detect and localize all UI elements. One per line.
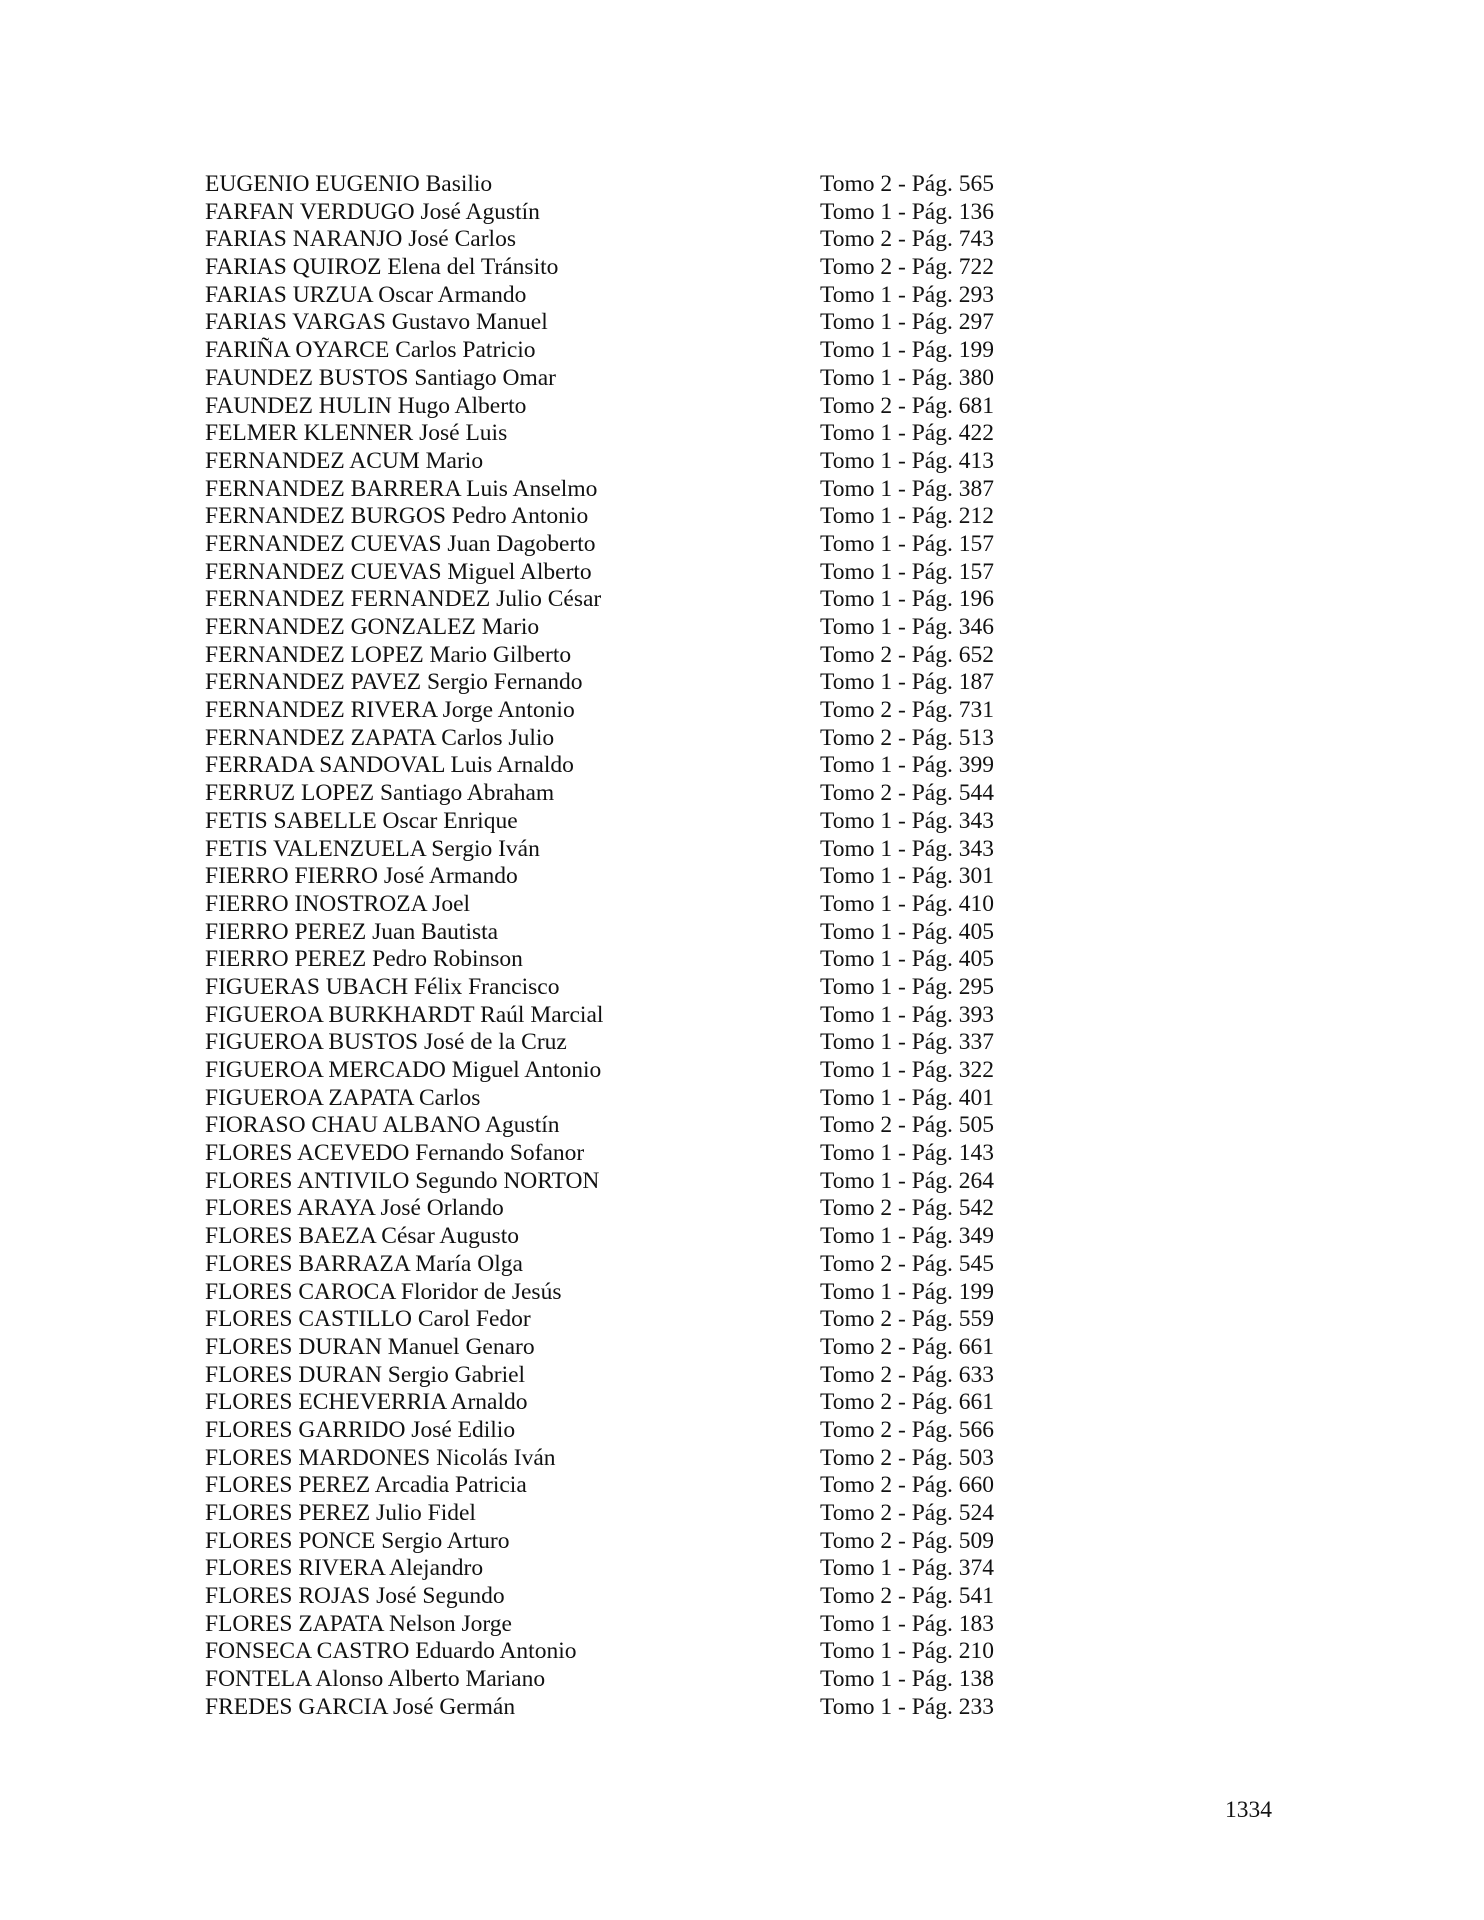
index-entry (205, 669, 1045, 697)
entry-volume-page-ref: Tomo 1 - Pág. 183 (820, 1610, 994, 1637)
entry-volume-page-ref: Tomo 1 - Pág. 343 (820, 835, 994, 862)
index-entry (205, 531, 1045, 559)
entry-name: FONTELA Alonso Alberto Mariano (205, 1666, 546, 1693)
entry-volume-page-ref: Tomo 1 - Pág. 297 (820, 309, 994, 336)
index-entry (205, 1583, 1045, 1611)
index-entry (205, 1112, 1045, 1140)
entry-volume-page-ref: Tomo 1 - Pág. 301 (820, 863, 994, 890)
index-entry (205, 1029, 1045, 1057)
entry-name: FLORES ROJAS José Segundo (205, 1583, 505, 1610)
index-entry (205, 1223, 1045, 1251)
entry-volume-page-ref: Tomo 2 - Pág. 509 (820, 1527, 994, 1554)
index-entry (205, 1168, 1045, 1196)
entry-name: FLORES DURAN Sergio Gabriel (205, 1361, 526, 1388)
entry-volume-page-ref: Tomo 1 - Pág. 295 (820, 973, 994, 1000)
entry-name: FERNANDEZ BARRERA Luis Anselmo (205, 475, 598, 502)
entry-volume-page-ref: Tomo 2 - Pág. 681 (820, 392, 994, 419)
entry-name: FERNANDEZ ACUM Mario (205, 447, 484, 474)
index-entry (205, 1002, 1045, 1030)
entry-name: FIGUERAS UBACH Félix Francisco (205, 973, 560, 1000)
entry-name: FLORES ACEVEDO Fernando Sofanor (205, 1140, 585, 1167)
index-entry (205, 1666, 1045, 1694)
index-entry (205, 614, 1045, 642)
entry-volume-page-ref: Tomo 2 - Pág. 559 (820, 1306, 994, 1333)
entry-volume-page-ref: Tomo 1 - Pág. 422 (820, 420, 994, 447)
entry-name: FREDES GARCIA José Germán (205, 1693, 516, 1720)
index-entry (205, 1251, 1045, 1279)
entry-name: FLORES GARRIDO José Edilio (205, 1416, 516, 1443)
name-index-list (205, 171, 1045, 1722)
index-entry (205, 836, 1045, 864)
entry-name: FERNANDEZ GONZALEZ Mario (205, 614, 540, 640)
entry-name: FLORES CASTILLO Carol Fedor (205, 1306, 531, 1333)
entry-name: FARIAS NARANJO José Carlos (205, 226, 516, 253)
index-entry (205, 365, 1045, 393)
index-entry (205, 171, 1045, 199)
index-entry (205, 1389, 1045, 1417)
entry-name: FERNANDEZ LOPEZ Mario Gilberto (205, 641, 572, 668)
entry-volume-page-ref: Tomo 1 - Pág. 413 (820, 447, 994, 474)
entry-name: FLORES ANTIVILO Segundo NORTON (205, 1167, 600, 1194)
entry-name: FIERRO PEREZ Juan Bautista (205, 918, 499, 945)
entry-volume-page-ref: Tomo 1 - Pág. 399 (820, 752, 994, 779)
entry-volume-page-ref: Tomo 2 - Pág. 541 (820, 1583, 994, 1610)
entry-volume-page-ref: Tomo 2 - Pág. 661 (820, 1389, 994, 1416)
index-entry (205, 1195, 1045, 1223)
entry-volume-page-ref: Tomo 1 - Pág. 405 (820, 918, 994, 945)
index-entry (205, 1362, 1045, 1390)
entry-name: FLORES BAEZA César Augusto (205, 1223, 520, 1250)
index-entry (205, 1500, 1045, 1528)
entry-name: FIGUEROA BUSTOS José de la Cruz (205, 1029, 567, 1056)
entry-name: FIORASO CHAU ALBANO Agustín (205, 1112, 560, 1139)
index-entry (205, 780, 1045, 808)
entry-name: FERNANDEZ BURGOS Pedro Antonio (205, 503, 589, 530)
entry-volume-page-ref: Tomo 2 - Pág. 544 (820, 780, 994, 807)
entry-name: FIERRO FIERRO José Armando (205, 863, 518, 890)
index-entry (205, 226, 1045, 254)
entry-volume-page-ref: Tomo 2 - Pág. 545 (820, 1250, 994, 1277)
index-entry (205, 282, 1045, 310)
entry-name: FERRADA SANDOVAL Luis Arnaldo (205, 752, 574, 779)
entry-name: FIGUEROA ZAPATA Carlos (205, 1084, 481, 1111)
entry-name: FERNANDEZ PAVEZ Sergio Fernando (205, 669, 583, 696)
index-entry (205, 697, 1045, 725)
entry-volume-page-ref: Tomo 2 - Pág. 566 (820, 1416, 994, 1443)
index-entry (205, 393, 1045, 421)
entry-name: FARIAS URZUA Oscar Armando (205, 281, 527, 308)
index-entry (205, 476, 1045, 504)
index-entry (205, 1306, 1045, 1334)
index-entry (205, 919, 1045, 947)
entry-name: FLORES ECHEVERRIA Arnaldo (205, 1389, 528, 1416)
entry-name: FETIS SABELLE Oscar Enrique (205, 807, 518, 834)
entry-volume-page-ref: Tomo 1 - Pág. 187 (820, 669, 994, 696)
entry-name: FARIAS VARGAS Gustavo Manuel (205, 309, 548, 336)
entry-name: FERRUZ LOPEZ Santiago Abraham (205, 780, 555, 807)
entry-volume-page-ref: Tomo 2 - Pág. 731 (820, 697, 994, 724)
index-entry (205, 1057, 1045, 1085)
entry-name: FIGUEROA BURKHARDT Raúl Marcial (205, 1001, 604, 1028)
entry-volume-page-ref: Tomo 1 - Pág. 374 (820, 1555, 994, 1582)
entry-volume-page-ref: Tomo 2 - Pág. 652 (820, 641, 994, 668)
entry-volume-page-ref: Tomo 2 - Pág. 542 (820, 1195, 994, 1222)
entry-volume-page-ref: Tomo 1 - Pág. 322 (820, 1057, 994, 1083)
index-entry (205, 1417, 1045, 1445)
index-entry (205, 1279, 1045, 1307)
index-entry (205, 559, 1045, 587)
index-entry (205, 725, 1045, 753)
index-entry (205, 1528, 1045, 1556)
entry-name: FIERRO INOSTROZA Joel (205, 890, 471, 917)
entry-volume-page-ref: Tomo 1 - Pág. 233 (820, 1693, 994, 1720)
entry-name: FERNANDEZ RIVERA Jorge Antonio (205, 697, 575, 724)
entry-volume-page-ref: Tomo 1 - Pág. 346 (820, 614, 994, 640)
entry-name: FERNANDEZ FERNANDEZ Julio César (205, 586, 602, 613)
index-entry (205, 1638, 1045, 1666)
entry-volume-page-ref: Tomo 2 - Pág. 743 (820, 226, 994, 253)
entry-volume-page-ref: Tomo 1 - Pág. 264 (820, 1167, 994, 1194)
entry-volume-page-ref: Tomo 1 - Pág. 380 (820, 364, 994, 391)
entry-name: FELMER KLENNER José Luis (205, 420, 508, 447)
entry-volume-page-ref: Tomo 1 - Pág. 410 (820, 890, 994, 917)
index-entry (205, 1555, 1045, 1583)
entry-volume-page-ref: Tomo 1 - Pág. 393 (820, 1001, 994, 1028)
entry-name: FLORES DURAN Manuel Genaro (205, 1333, 535, 1360)
index-entry (205, 863, 1045, 891)
index-entry (205, 586, 1045, 614)
entry-volume-page-ref: Tomo 2 - Pág. 633 (820, 1361, 994, 1388)
index-entry (205, 946, 1045, 974)
index-entry (205, 309, 1045, 337)
index-entry (205, 1334, 1045, 1362)
index-entry (205, 752, 1045, 780)
index-entry (205, 808, 1045, 836)
entry-volume-page-ref: Tomo 1 - Pág. 212 (820, 503, 994, 530)
entry-volume-page-ref: Tomo 1 - Pág. 405 (820, 946, 994, 973)
entry-name: FIERRO PEREZ Pedro Robinson (205, 946, 523, 973)
entry-volume-page-ref: Tomo 2 - Pág. 503 (820, 1444, 994, 1471)
entry-name: FARFAN VERDUGO José Agustín (205, 198, 540, 225)
entry-name: FLORES PEREZ Arcadia Patricia (205, 1472, 527, 1499)
index-entry (205, 642, 1045, 670)
index-entry (205, 1611, 1045, 1639)
entry-name: FERNANDEZ CUEVAS Juan Dagoberto (205, 530, 596, 557)
entry-volume-page-ref: Tomo 2 - Pág. 661 (820, 1333, 994, 1360)
entry-volume-page-ref: Tomo 2 - Pág. 513 (820, 724, 994, 751)
entry-volume-page-ref: Tomo 2 - Pág. 722 (820, 254, 994, 281)
entry-name: FLORES CAROCA Floridor de Jesús (205, 1278, 562, 1305)
entry-volume-page-ref: Tomo 2 - Pág. 505 (820, 1112, 994, 1139)
entry-volume-page-ref: Tomo 1 - Pág. 196 (820, 586, 994, 613)
index-entry (205, 1140, 1045, 1168)
entry-volume-page-ref: Tomo 1 - Pág. 199 (820, 337, 994, 364)
entry-name: FARIAS QUIROZ Elena del Tránsito (205, 254, 559, 281)
index-entry (205, 503, 1045, 531)
entry-volume-page-ref: Tomo 1 - Pág. 136 (820, 198, 994, 225)
entry-volume-page-ref: Tomo 1 - Pág. 210 (820, 1638, 994, 1665)
entry-name: FAUNDEZ BUSTOS Santiago Omar (205, 364, 556, 391)
index-entry (205, 1445, 1045, 1473)
entry-volume-page-ref: Tomo 1 - Pág. 157 (820, 530, 994, 557)
index-entry (205, 254, 1045, 282)
entry-name: FERNANDEZ CUEVAS Miguel Alberto (205, 558, 592, 585)
entry-volume-page-ref: Tomo 1 - Pág. 343 (820, 807, 994, 834)
entry-volume-page-ref: Tomo 1 - Pág. 293 (820, 281, 994, 308)
entry-volume-page-ref: Tomo 1 - Pág. 349 (820, 1223, 994, 1250)
entry-name: FLORES BARRAZA María Olga (205, 1250, 523, 1277)
entry-volume-page-ref: Tomo 1 - Pág. 401 (820, 1084, 994, 1111)
entry-volume-page-ref: Tomo 1 - Pág. 157 (820, 558, 994, 585)
entry-name: EUGENIO EUGENIO Basilio (205, 171, 493, 197)
entry-name: FETIS VALENZUELA Sergio Iván (205, 835, 540, 862)
index-entry (205, 1694, 1045, 1722)
index-entry (205, 420, 1045, 448)
entry-name: FERNANDEZ ZAPATA Carlos Julio (205, 724, 555, 751)
index-entry (205, 974, 1045, 1002)
entry-name: FLORES MARDONES Nicolás Iván (205, 1444, 556, 1471)
page-number: 1334 (1225, 1797, 1272, 1823)
index-entry (205, 1472, 1045, 1500)
entry-volume-page-ref: Tomo 1 - Pág. 143 (820, 1140, 994, 1167)
entry-volume-page-ref: Tomo 1 - Pág. 199 (820, 1278, 994, 1305)
entry-name: FIGUEROA MERCADO Miguel Antonio (205, 1057, 602, 1083)
entry-volume-page-ref: Tomo 2 - Pág. 524 (820, 1500, 994, 1526)
index-entry (205, 337, 1045, 365)
entry-name: FLORES PEREZ Julio Fidel (205, 1500, 476, 1526)
entry-volume-page-ref: Tomo 1 - Pág. 138 (820, 1666, 994, 1693)
entry-name: FONSECA CASTRO Eduardo Antonio (205, 1638, 577, 1665)
entry-volume-page-ref: Tomo 2 - Pág. 660 (820, 1472, 994, 1499)
entry-name: FLORES ARAYA José Orlando (205, 1195, 504, 1222)
entry-name: FLORES ZAPATA Nelson Jorge (205, 1610, 512, 1637)
entry-volume-page-ref: Tomo 1 - Pág. 387 (820, 475, 994, 502)
entry-volume-page-ref: Tomo 2 - Pág. 565 (820, 171, 994, 197)
entry-name: FLORES PONCE Sergio Arturo (205, 1527, 510, 1554)
index-entry (205, 448, 1045, 476)
entry-name: FAUNDEZ HULIN Hugo Alberto (205, 392, 527, 419)
entry-name: FLORES RIVERA Alejandro (205, 1555, 484, 1582)
index-entry (205, 1085, 1045, 1113)
index-entry (205, 891, 1045, 919)
index-entry (205, 199, 1045, 227)
entry-volume-page-ref: Tomo 1 - Pág. 337 (820, 1029, 994, 1056)
entry-name: FARIÑA OYARCE Carlos Patricio (205, 337, 536, 364)
